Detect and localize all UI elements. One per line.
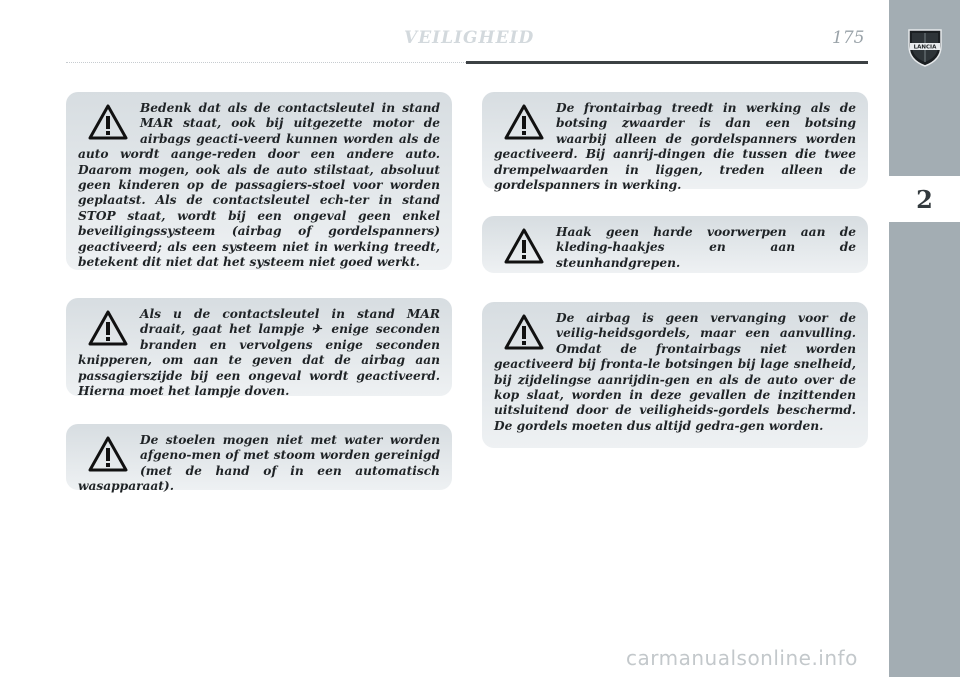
svg-text:LANCIA: LANCIA	[913, 44, 937, 51]
warning-triangle-icon	[88, 104, 128, 140]
warning-box-3	[66, 424, 452, 494]
header-rule-solid	[466, 61, 868, 64]
warning-triangle-icon	[88, 436, 128, 472]
warning-box-6	[482, 302, 868, 448]
warning-text-4: De frontairbag treedt in werking als de botsing zwaarder is dan een botsing waarbij alleen de gordelspanners worden geactiveerd. Bij aanrij-dingen die tussen die twee drempelwaarden in liggen, treden alleen de gordelspanners in werking.	[494, 101, 856, 193]
warning-box-5	[482, 216, 868, 273]
warning-box-4	[482, 92, 868, 193]
chapter-tab[interactable]: 2	[889, 176, 960, 222]
warning-text-3: De stoelen mogen niet met water worden afgeno-men of met stoom worden gereinigd (met de hand of in een automatisch wasapparaat).	[78, 433, 440, 494]
warning-text-5: Haak geen harde voorwerpen aan de kleding-haakjes en aan de steunhandgrepen.	[556, 225, 856, 270]
lancia-logo-icon	[907, 26, 943, 68]
warning-triangle-icon	[504, 314, 544, 350]
page-title: VEILIGHEID	[404, 28, 535, 48]
warning-triangle-icon	[88, 310, 128, 346]
warning-triangle-icon	[504, 228, 544, 264]
sidebar	[889, 0, 960, 677]
warning-text-1: Bedenk dat als de contactsleutel in stand MAR staat, ook bij uitgezette motor de airbags geacti-veerd kunnen worden als de auto wordt aange-reden door een andere auto. Daarom mogen, ook als de auto stilstaat, absoluut geen kinderen op de passagiers-stoel voor worden geplaatst. Als de contactsleutel ech-ter in stand STOP staat, wordt bij een ongeval geen enkel beveiligingssysteem (airbag of gordelspanners) geactiveerd; als een systeem niet in werking treedt, betekent dit niet dat het systeem niet goed werkt.	[78, 101, 440, 270]
header-rule-dotted	[66, 62, 466, 63]
watermark: carmanualsonline.info	[626, 646, 858, 670]
warning-box-2	[66, 298, 452, 399]
warning-text-6: De airbag is geen vervanging voor de veilig-heidsgordels, maar een aanvulling. Omdat de frontairbags niet worden geactiveerd bij fronta-le botsingen bij lage snelheid, bij zijdelingse aanrijdin-gen en als de auto over de kop slaat, worden in deze gevallen de inzittenden uitsluitend door de veiligheids-gordels beschermd. De gordels moeten dus altijd gedra-gen worden.	[494, 311, 856, 433]
page-number: 175	[832, 28, 865, 48]
warning-box-1	[66, 92, 452, 270]
warning-triangle-icon	[504, 104, 544, 140]
warning-text-2: Als u de contactsleutel in stand MAR draait, gaat het lampje ✈ enige seconden branden en vervolgens enige seconden knipperen, om aan te geven dat de airbag aan passagierszijde bij een ongeval wordt geactiveerd. Hierna moet het lampje doven.	[78, 307, 440, 399]
